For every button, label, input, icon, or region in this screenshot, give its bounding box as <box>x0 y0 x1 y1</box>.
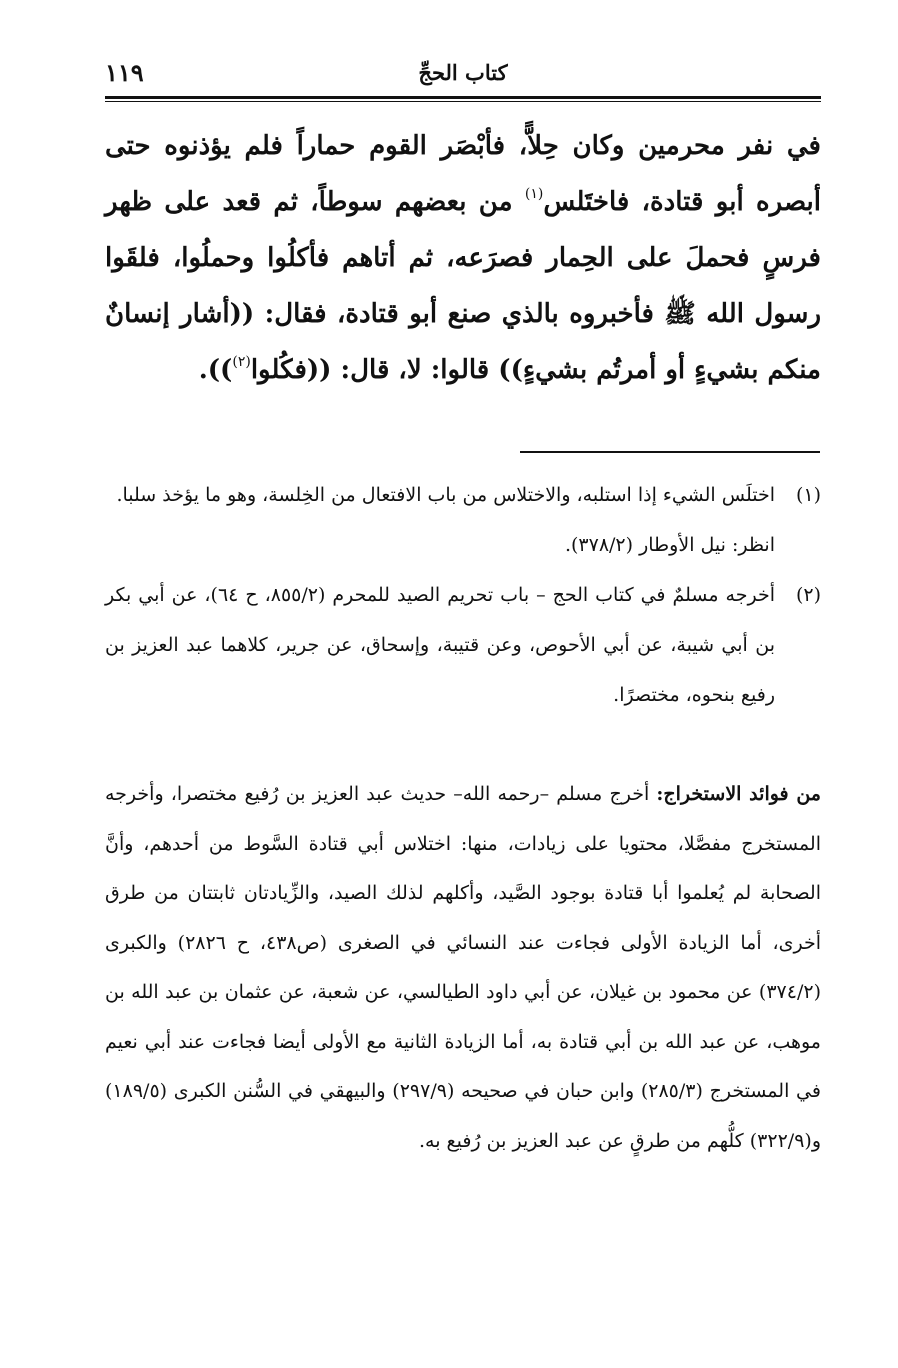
main-text <box>105 118 821 398</box>
footnote-ref-1[interactable]: (١) <box>524 186 544 202</box>
chapter-title: كتاب الحجِّ <box>418 60 508 85</box>
extraction-benefits <box>105 770 821 1166</box>
hadith-paragraph <box>105 118 821 398</box>
benefits-label: من فوائد الاستخراج: <box>656 783 821 805</box>
footnotes <box>105 470 821 720</box>
page-number: ١١٩ <box>105 58 144 87</box>
hadith-text-part3: )). <box>198 355 233 385</box>
header-rule-thin <box>105 101 821 102</box>
footnote-1-source: انظر: نيل الأوطار (٣٧٨/٢). <box>564 534 775 556</box>
footnote-text: أخرجه مسلمٌ في كتاب الحج – باب تحريم الصيد للمحرم (٨٥٥/٢، ح ٦٤)، عن أبي بكر بن أبي شيبة، عن أبي الأحوص، وعن قتيبة، وإسحاق، عن جرير، كلاهما عبد العزيز بن رفيع بنحوه، مختصرًا. <box>105 584 775 706</box>
footnote-ref-2[interactable]: (٢) <box>232 354 251 370</box>
benefits-text: أخرج مسلم –رحمه الله– حديث عبد العزيز بن رُفيع مختصرا، وأخرجه المستخرج مفصَّلا، محتويا على زيادات، منها: اختلاس أبي قتادة السَّوط من أحدهم، وأنَّ الصحابة لم يُعلموا أبا قتادة بوجود الصَّيد، وأكلهم لذلك الصيد، والزِّيادتان ثابتتان من طرق أخرى، أما الزيادة الأولى فجاءت عند النسائي في الصغرى (ص٤٣٨، ح ٢٨٢٦) والكبرى (٣٧٤/٢) عن محمود بن غيلان، عن أبي داود الطيالسي، عن شعبة، عن عثمان بن عبد الله بن موهب، عن عبد الله بن أبي قتادة به، أما الزيادة الثانية مع الأولى أيضا فجاءت عند أبي نعيم في المستخرج (٢٨٥/٣) وابن حبان في صحيحه (٢٩٧/٩) والبيهقي في السُّنن الكبرى (١٨٩/٥) و(٣٢٢/٩) كلُّهم من طرقٍ عن عبد العزيز بن رُفيع به. <box>105 783 821 1152</box>
header-rule <box>105 96 821 99</box>
running-header <box>105 58 821 96</box>
footnote-2 <box>105 570 821 720</box>
hadith-text-part1: في نفر محرمين وكان حِلاًّ، فأبْصَر القوم حماراً فلم يؤذنوه حتى أبصره أبو قتادة، فاختَلس <box>105 131 821 217</box>
footnote-text: اختلَس الشيء إذا استلبه، والاختلاس من باب الافتعال من الخِلسة، وهو ما يؤخذ سلبا. <box>116 484 775 506</box>
footnote-separator <box>520 451 820 453</box>
footnote-number: (٢) <box>795 584 821 606</box>
footnote-1 <box>105 470 821 520</box>
hadith-text-part2: من بعضهم سوطاً، ثم قعد على ظهر فرسٍ فحملَ على الحِمار فصرَعه، ثم أتاهم فأكلُوا وحملُوا، فلقَوا رسول الله ﷺ فأخبروه بالذي صنع أبو قتادة، فقال: ((أشار إنسانٌ منكم بشيءٍ أو أمرتُم بشيءٍ)) قالوا: لا، قال: ((فكُلوا <box>105 187 821 385</box>
footnote-number: (١) <box>795 484 821 506</box>
